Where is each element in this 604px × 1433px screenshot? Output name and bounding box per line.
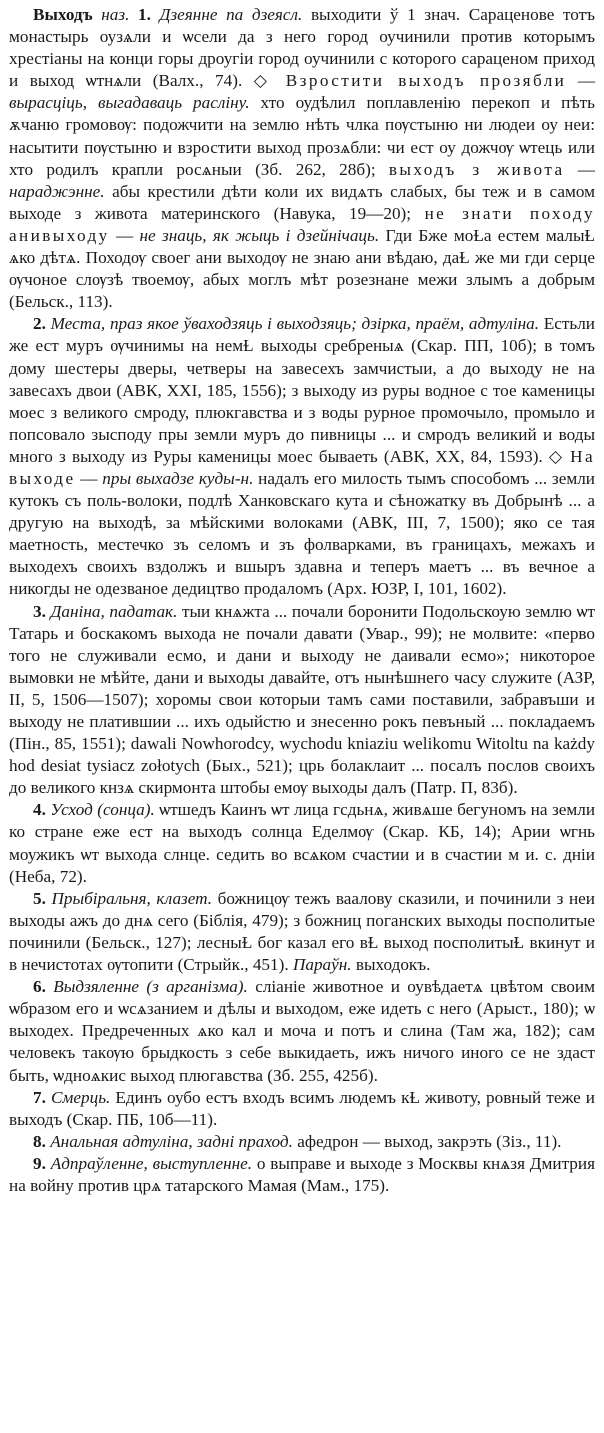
definition-text: Выдзяленне (з арганізма). — [53, 977, 248, 997]
definition-text: нараджэнне. — [9, 181, 105, 201]
citation-text: — — [566, 71, 596, 91]
definition-text: Смерць. — [50, 1087, 111, 1107]
citation-text: — — [75, 468, 103, 488]
sense-3 — [9, 601, 595, 800]
citation-text: — — [564, 159, 595, 179]
sense-1 — [9, 4, 595, 313]
citation-text: тыи кнѧжта ... почали боронити Подольскоую землю ѡт Татарь и боскакомъ выхода не почали давати (Увар., 99); не молвите: «перво того не служивали есмо, и дани и выходу не даивали есмо»; никоторое вымовки не мѣйте, дани и выходы давайте, отъ нынѣшнего часу служите (АЗР, II, 5, 1506—1507); хоромы свои которыи тамъ сами поставили, забравъши и выходу не платившии ... ихъ одыйстю и знесенно рокъ певъный ... покладаемъ (Пін., 85, 1551); dawali Nowhorodcy, wychodu kniaziu welikomu Witoltu na każdy hod desiat tysiacz zołotych (Бых., 521); црь болаклаит ... посалъ послов своихъ до великого кнзѧ скирмонта штобы емѹ выходы далъ (Патр. П, 83б). — [9, 601, 596, 798]
sense-number: 7. — [33, 1087, 46, 1107]
citation-text: выходити ў 1 знач. Сараценове тотъ монастырь оузѧли и ѡсели да з него город оучинили против которымъ хрестіаны на конци горы дроугіи город оучинили с которого сараценом приход и выход ѡтнѧли (Валх., 74). ◇ — [9, 5, 596, 91]
sense-7 — [9, 1087, 595, 1131]
sense-4 — [9, 799, 595, 887]
sense-6 — [9, 976, 595, 1086]
citation-text: божницѹ тежъ ваалову сказили, и починили з неи выходы ажъ до днѧ сего (Біблія, 479); з божниц поганских выходы посполитые починили (Бельск., 127); лесныⱢ бог казал его вⱢ выход посполитыⱢ вкинут и в нечистотах ѹтопити (Стрыйк., 451). — [9, 888, 595, 975]
citation-text: сліаніе животное и оувѣдаетѧ цвѣтом своим ѡбразом его и ѡсѧзанием и дѣлы и выходом, еже идеть с него (Арыст., 180); ѡ выходех. Предреченных ѧко кал и моча и потъ и слина (Там жа, 182); сам человекъ такѹю брыдкость з себе выкидаеть, ижъ ничого иного се не здаст быть, ѡдноѧкиc выход плюгавства (Зб. 255, 425б). — [9, 977, 596, 1085]
sense-9 — [9, 1153, 595, 1197]
citation-text: абы крестили дѣти коли их видѧть слабых, бы теж и в самом выходе з живота материнского (Навука, 19—20); — [9, 181, 595, 223]
citation-text: ѡтшедъ Каинъ ѡт лица гсдьнѧ, живѧше бегуномъ на земли ко стране еже ест на выходъ солнца Еделмѹ (Скар. КБ, 14); Арии ѡгнь моужикъ ѡт выхода слнце. седить во всѧком счастии и в счастии м и. с. дніи (Неба, 72). — [9, 800, 596, 886]
citation-text: афедрон — выход, закрэть (Зіз., 11). — [292, 1131, 562, 1151]
sense-8 — [9, 1131, 595, 1153]
definition-text: Прыбіральня, клазет. — [51, 888, 213, 908]
sense-number: 4. — [33, 800, 46, 820]
definition-text: Адпраўленне, выступленне. — [50, 1153, 253, 1173]
citation-text: выходокъ. — [351, 955, 431, 975]
citation-text: надалъ его милость тымъ способомъ ... земли кутокъ съ поль-волоки, подлѣ Ханковскаго кута и сѣножатку въ Добрынѣ ... а другую на выходѣ, за мѣйскими волоками (АВК, III, 7, 1500); яко се тая маетность, местечко зъ селомъ и зъ фолварками, въ границахъ, межахъ и выходехъ своихъ вздолжъ и вшыръ здавна и теперъ маетъ ... въ вечное а никогды не одезваное дедицтво продаломъ (Арх. ЮЗР, I, 101, 1602). — [9, 468, 595, 599]
headword: Выходъ — [33, 5, 93, 24]
phrase-text: На выходе — [9, 446, 595, 488]
definition-text: Даніна, падатак. — [50, 601, 178, 621]
part-of-speech: наз. — [101, 5, 130, 24]
phrase-text: не знати походу анивыходу — [9, 203, 595, 245]
citation-text: Гди Бже моⱢа естем малыⱢ ѧко дѣтѧ. Походѹ своег ани выходѹ не знаю ани вѣдаю, даⱢ же ми гди серце ѹчоное слѹзѣ твоемѹ, абых моглъ мѣт розезнане межи злымъ а добрым (Бельск., 113). — [9, 225, 595, 312]
phrase-text: Взростити выходъ прозябли — [285, 71, 567, 91]
definition-text: Усход (сонца). — [50, 800, 155, 820]
sense-number: 6. — [33, 977, 46, 997]
sense-number: 2. — [33, 314, 46, 334]
sense-number: 9. — [33, 1153, 46, 1173]
sense-number: 8. — [33, 1131, 46, 1151]
definition-text: не знаць, як жыць і дзейнічаць. — [139, 225, 380, 245]
citation-text: — — [109, 225, 140, 245]
sense-number: 1. — [138, 5, 151, 24]
citation-text: Единъ оубо естъ входъ всимъ людемъ кⱢ животу, ровный теже и выходъ (Скар. ПБ, 10б—11). — [9, 1087, 596, 1129]
sense-number: 5. — [33, 888, 46, 908]
definition-text: Параўн. — [292, 955, 352, 975]
definition-text: Анальная адтуліна, задні праход. — [50, 1131, 293, 1151]
citation-text: Естьли же ест муръ ѹчинимы на немⱢ выходы сребреныѧ (Скар. ПП, 10б); в томъ дому шестеры дверы, четверы на завесехъ замчистыи, а до выходу не на завесахъ двои (АВК, XXI, 185, 1556); з выходу из руры водное с тое каменицы моес з великого смроду, плюкгавства и з воды рурное промочыло, промыло и попсовало зыcподу пры земли муръ до пивницы ... и смродъ великий и воды много з выходу из Руры каменицы моес бываеть (АВК, XX, 84, 1593). ◇ — [9, 314, 595, 466]
citation-text: о выправе и выходе з Москвы кнѧзя Дмитрия на войну против црѧ татарского Мамая (Мам., 175). — [9, 1153, 596, 1195]
definition-text: Места, праз якое ўваходзяць і выходзяць; дзірка, праём, адтуліна. — [50, 314, 540, 334]
definition-text: Дзеянне па дзеясл. — [159, 5, 303, 24]
sense-5 — [9, 888, 595, 976]
definition-text: пры выхадзе куды-н. — [102, 468, 254, 488]
definition-text: вырасціць, выгадаваць расліну. — [9, 93, 250, 113]
citation-text: хто оудѣлил поплавленію перекоп и пѣть ѫчаню громовѹ: подожчити на землю нѣть члка пѹстыню ни людеи оу неи: насытити пѹстыню и взростити выход прозѧбли: чи ест оу дожчѹ ѡтець или хто родилъ крапли росѧныи (Зб. 262, 28б); — [9, 93, 595, 179]
sense-number: 3. — [33, 601, 46, 621]
sense-2 — [9, 313, 595, 600]
phrase-text: выходъ з живота — [388, 159, 565, 179]
